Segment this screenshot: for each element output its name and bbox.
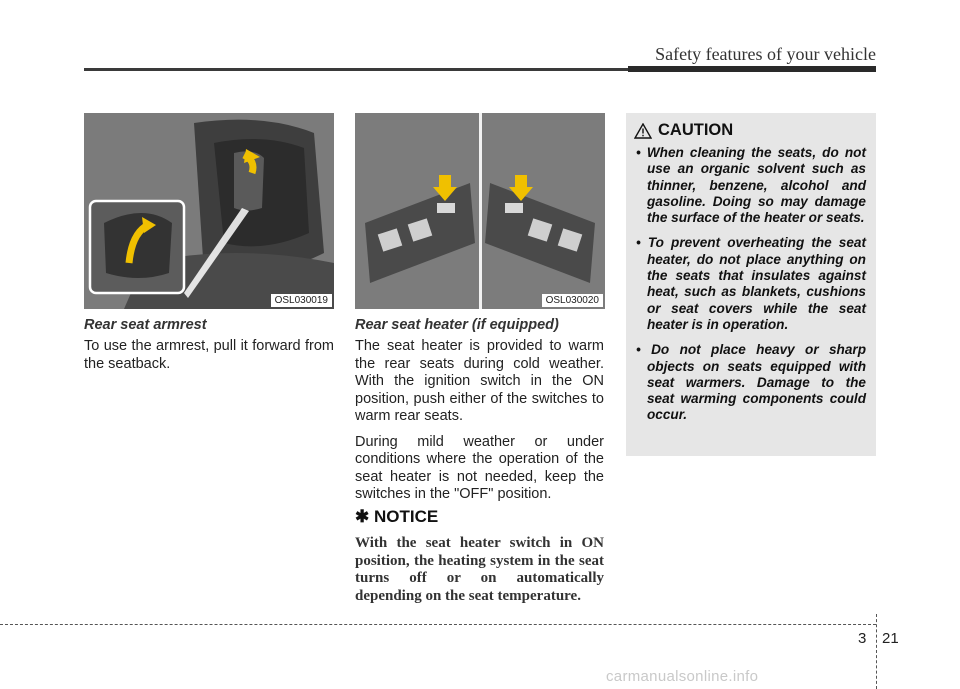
caution-item: • To prevent overheating the seat heater, do not place anything on the seats that insulates against heat, such as blankets, cushions or seat covers while the seat heater is in operation.	[636, 235, 866, 332]
header-title: Safety features of your vehicle	[655, 44, 876, 64]
footer-rule	[0, 624, 876, 625]
caution-box	[626, 113, 876, 456]
notice-body: With the seat heater switch in ON position, the heating system in the seat turns off or on automatically depending on the seat temperature.	[355, 535, 604, 604]
footer-divider	[876, 614, 878, 689]
seat-heater-switch-illustration	[355, 113, 605, 309]
caution-header	[634, 121, 733, 140]
header-rule-accent	[628, 66, 876, 72]
armrest-figure	[84, 113, 334, 309]
warning-triangle-icon	[634, 123, 652, 139]
chapter-number: 3	[858, 630, 867, 647]
figure-label: OSL030019	[271, 294, 332, 307]
armrest-text	[84, 338, 334, 381]
heater-heading: Rear seat heater (if equipped)	[355, 317, 559, 333]
heater-paragraph: During mild weather or under conditions where the operation of the seat heater is not needed, keep the switches in the "OFF" position.	[355, 433, 604, 502]
notice-title: ✱ NOTICE	[355, 507, 439, 526]
figure-label: OSL030020	[542, 294, 603, 307]
armrest-paragraph: To use the armrest, pull it forward from the seatback.	[84, 338, 334, 372]
rear-seat-illustration	[84, 113, 334, 309]
caution-item: • When cleaning the seats, do not use an organic solvent such as thinner, benzene, alcohol and gasoline. Doing so may damage the surface of the heater or seats.	[636, 145, 866, 226]
heater-paragraph: The seat heater is provided to warm the rear seats during cold weather. With the ignition switch in the ON position, push either of the switches to warm rear seats.	[355, 338, 604, 424]
armrest-heading: Rear seat armrest	[84, 317, 207, 333]
page-number: 21	[882, 630, 899, 647]
heater-text	[355, 338, 604, 512]
caution-title: CAUTION	[658, 121, 734, 139]
caution-list	[636, 145, 866, 433]
watermark: carmanualsonline.info	[606, 668, 759, 685]
caution-item: • Do not place heavy or sharp objects on seats equipped with seat warmers. Damage to the seat warming components could occur.	[636, 342, 866, 423]
heater-figure	[355, 113, 605, 309]
